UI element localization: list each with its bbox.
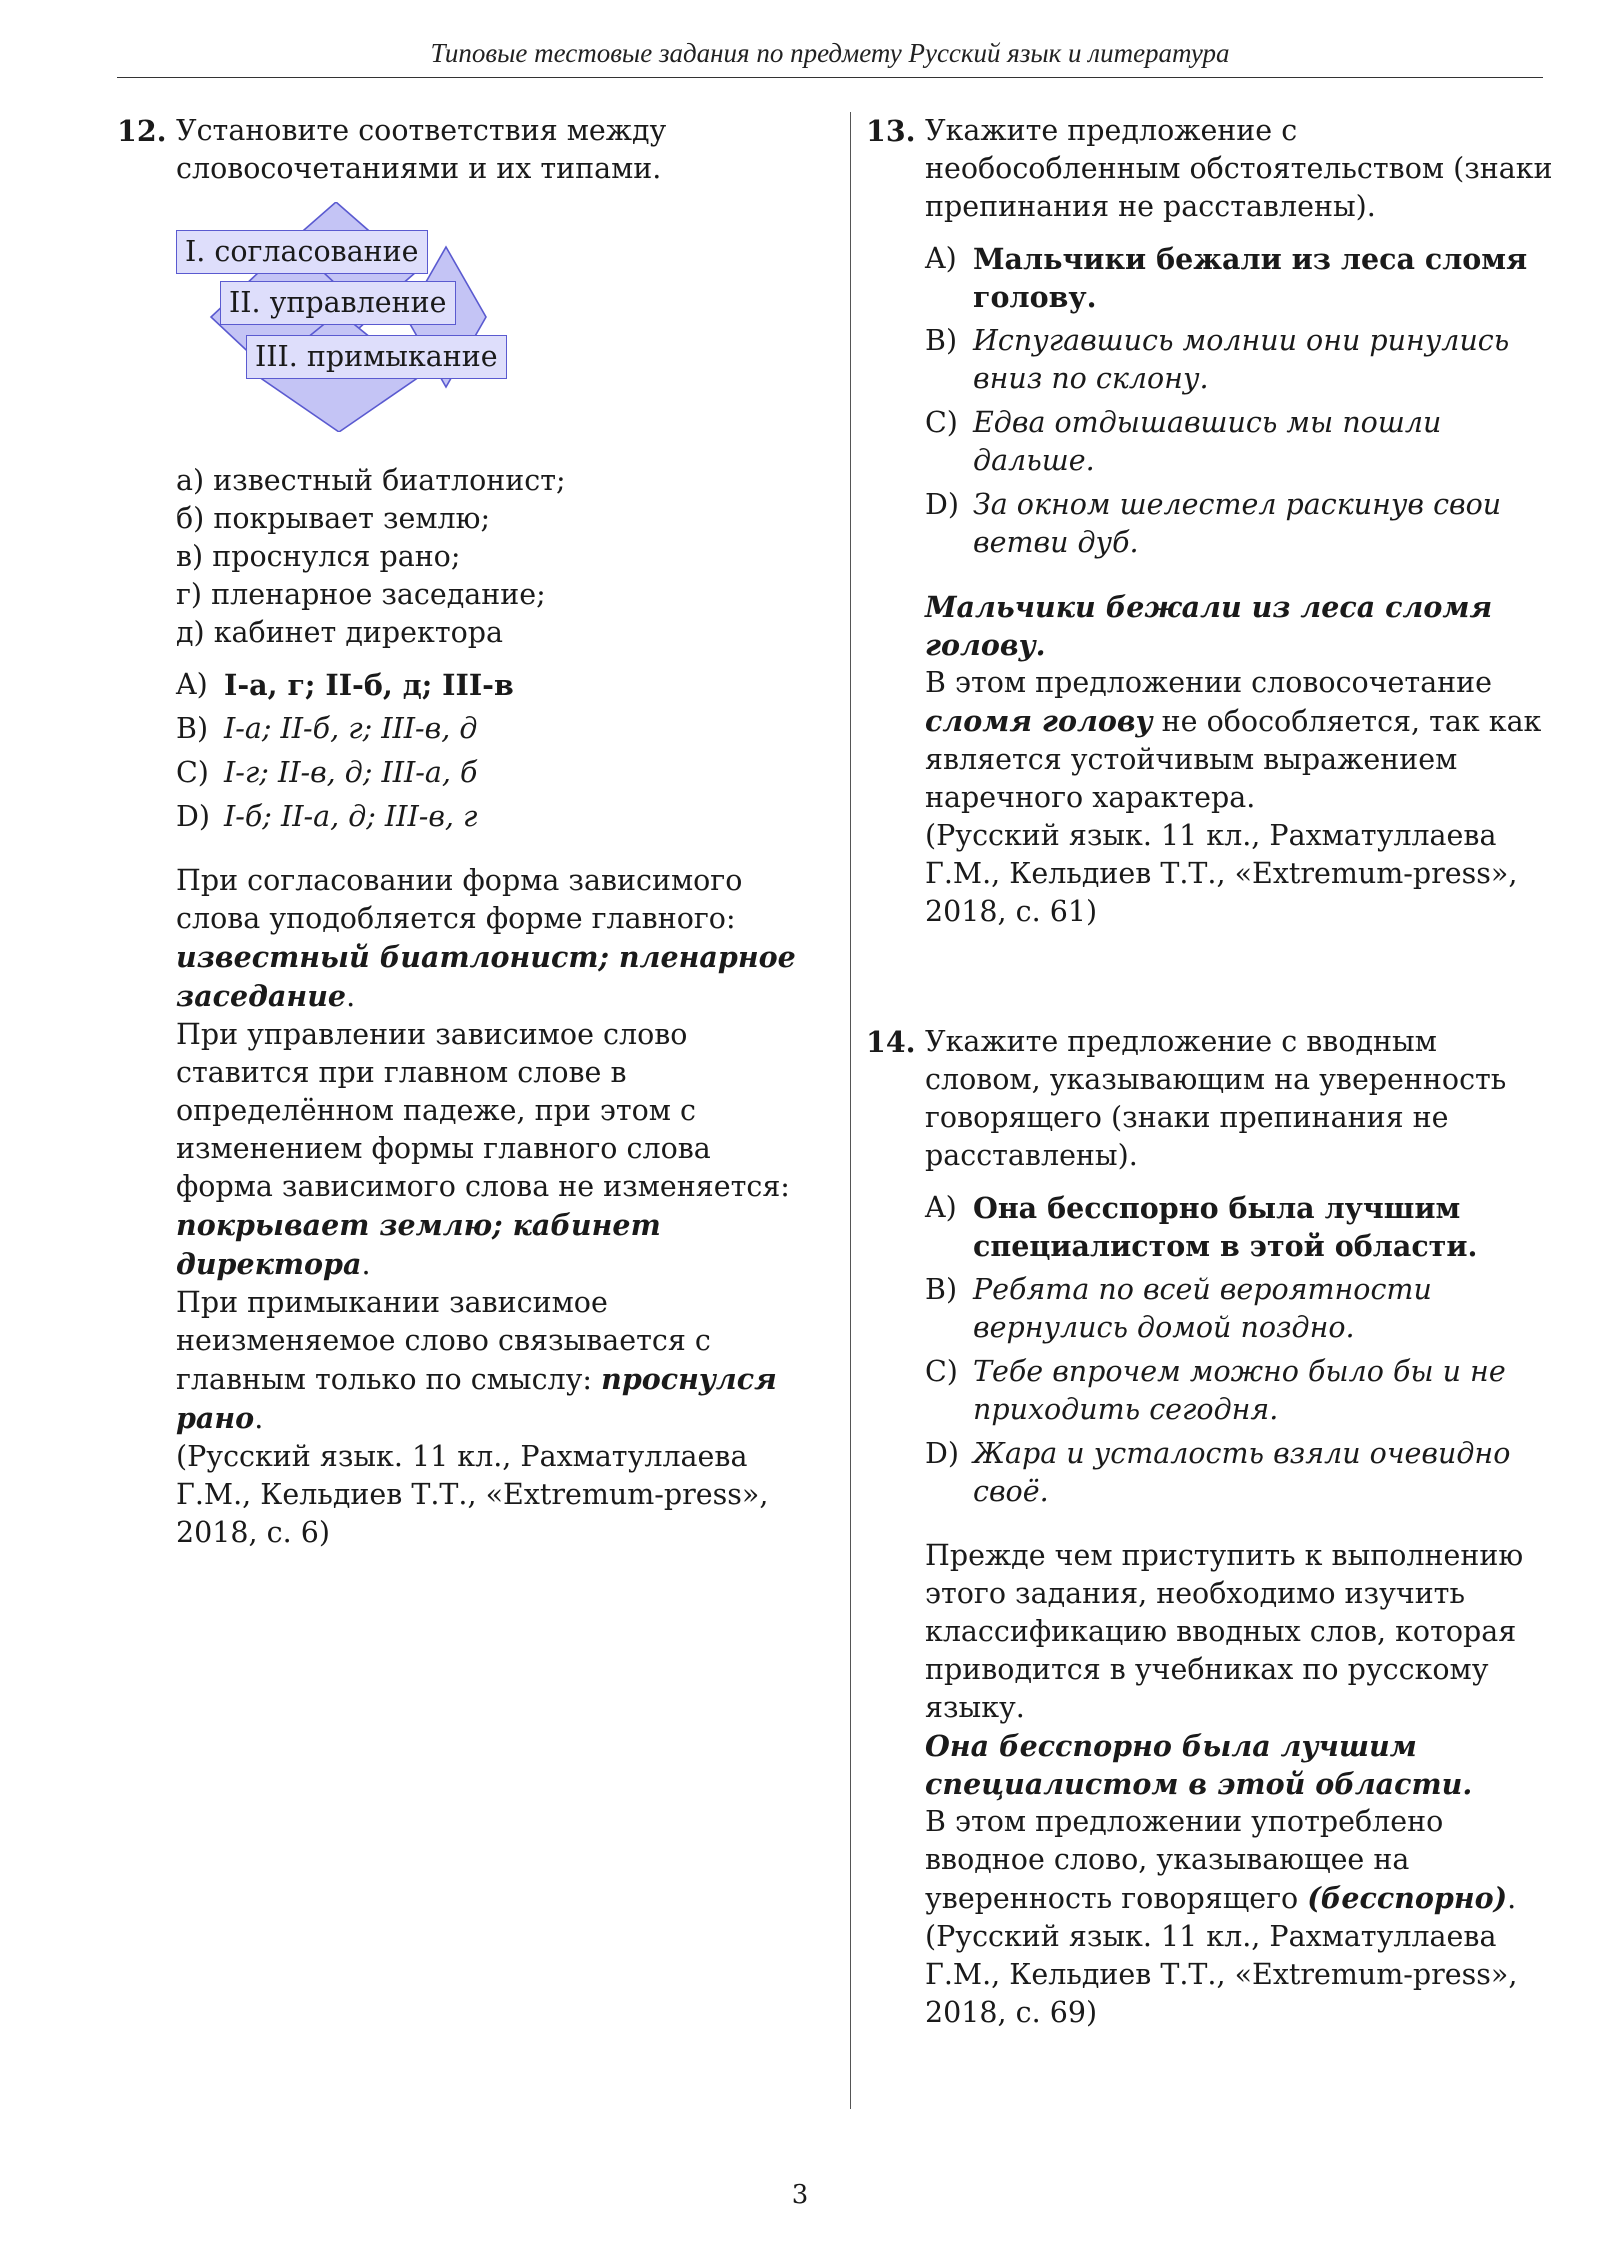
option-c[interactable] xyxy=(176,754,807,792)
example-phrase: сломя голову xyxy=(925,704,1153,738)
option-letter: B) xyxy=(925,1273,958,1306)
explanation xyxy=(925,588,1556,931)
phrase-types-diagram xyxy=(176,202,536,432)
list-item: г) пленарное заседание; xyxy=(176,578,546,611)
answer-options xyxy=(925,1189,1556,1511)
option-text: За окном шелестел раскинув свои ветви дуб. xyxy=(973,488,1502,559)
option-text: I-б; II-а, д; III-в, г xyxy=(224,800,478,833)
phrase-list xyxy=(176,462,807,652)
option-text: Мальчики бежали из леса сломя голову. xyxy=(973,242,1528,314)
explanation-text: В этом предложении словосочетание xyxy=(925,666,1493,699)
option-text: Едва отдышавшись мы пошли дальше. xyxy=(973,406,1442,477)
option-a[interactable] xyxy=(925,240,1556,316)
question-number: 12. xyxy=(117,114,167,148)
page-header: Типовые тестовые задания по предмету Русский язык и литература xyxy=(430,38,1230,68)
question-12 xyxy=(117,112,807,1552)
page-number: 3 xyxy=(791,2180,809,2210)
source-citation: (Русский язык. 11 кл., Рахматуллаева Г.М., Кельдиев Т.Т., «Extremum-press», 2018, с. 61) xyxy=(925,819,1518,928)
list-item: б) покрывает землю; xyxy=(176,502,491,535)
option-c[interactable] xyxy=(925,404,1556,480)
option-text: Она бесспорно была лучшим специалистом в этой области. xyxy=(973,1191,1478,1263)
question-14 xyxy=(866,1023,1556,2032)
example-phrase: (бесспорно) xyxy=(1307,1881,1508,1915)
diagram-label-agreement: I. согласование xyxy=(176,230,428,274)
question-text: Установите соответствия между словосочетаниями и их типами. xyxy=(176,114,667,185)
explanation-text: При управлении зависимое слово ставится при главном слове в определённом падеже, при этом с изменением формы главного слова форма зависимого слова не изменяется: xyxy=(176,1018,790,1203)
option-text: Жара и усталость взяли очевидно своё. xyxy=(973,1437,1511,1508)
question-text: Укажите предложение с необособленным обстоятельством (знаки препинания не расставлены). xyxy=(925,114,1553,223)
explanation-paragraph: Прежде чем приступить к выполнению этого задания, необходимо изучить классификацию вводных слов, которая приводится в учебниках по русскому языку. xyxy=(925,1539,1524,1724)
example-phrase: покрывает землю; кабинет директора xyxy=(176,1208,661,1281)
option-letter: C) xyxy=(925,406,958,439)
explanation-text: В этом предложении употреблено вводное слово, указывающее на уверенность говорящего xyxy=(925,1805,1444,1915)
option-text: Испугавшись молнии они ринулись вниз по склону. xyxy=(973,324,1510,395)
explanation-paragraph: При согласовании форма зависимого слова уподобляется форме главного: известный биатлонист; пленарное заседание. xyxy=(176,864,796,1013)
question-number: 14. xyxy=(866,1025,916,1059)
option-letter: D) xyxy=(925,1437,959,1470)
explanation-text: не обособляется, так как является устойчивым выражением наречного характера. xyxy=(925,705,1542,814)
option-text: Тебе впрочем можно было бы и не приходить сегодня. xyxy=(973,1355,1506,1426)
option-d[interactable] xyxy=(925,486,1556,562)
option-letter: B) xyxy=(176,712,209,745)
explanation-paragraph: При примыкании зависимое неизменяемое слово связывается с главным только по смыслу: проснулся рано. xyxy=(176,1286,777,1435)
option-text: I-а, г; II-б, д; III-в xyxy=(224,668,514,702)
answer-options xyxy=(176,666,807,836)
explanation-paragraph: При управлении зависимое слово ставится при главном слове в определённом падеже, при этом с изменением формы главного слова форма зависимого слова не изменяется: покрывает землю; кабинет директора. xyxy=(176,1018,790,1281)
option-letter: B) xyxy=(925,324,958,357)
list-item: д) кабинет директора xyxy=(176,616,503,649)
header-rule xyxy=(117,77,1543,78)
correct-answer-sentence: Мальчики бежали из леса сломя голову. xyxy=(925,590,1493,662)
example-phrase: проснулся рано xyxy=(176,1362,777,1435)
option-a[interactable] xyxy=(176,666,807,704)
question-text: Укажите предложение с вводным словом, указывающим на уверенность говорящего (знаки препинания не расставлены). xyxy=(925,1025,1507,1172)
option-letter: A) xyxy=(176,668,208,701)
question-13 xyxy=(866,112,1556,931)
source-citation: (Русский язык. 11 кл., Рахматуллаева Г.М., Кельдиев Т.Т., «Extremum-press», 2018, с. 6) xyxy=(176,1440,769,1549)
list-item: в) проснулся рано; xyxy=(176,540,461,573)
example-phrase: известный биатлонист; пленарное заседание xyxy=(176,940,796,1013)
option-d[interactable] xyxy=(176,798,807,836)
option-letter: A) xyxy=(925,1191,957,1224)
option-c[interactable] xyxy=(925,1353,1556,1429)
option-letter: A) xyxy=(925,242,957,275)
answer-options xyxy=(925,240,1556,562)
option-letter: D) xyxy=(176,800,210,833)
option-text: I-г; II-в, д; III-а, б xyxy=(224,756,478,789)
option-text: Ребята по всей вероятности вернулись домой поздно. xyxy=(973,1273,1432,1344)
diagram-label-government: II. управление xyxy=(220,281,456,325)
question-number: 13. xyxy=(866,114,916,148)
option-letter: C) xyxy=(176,756,209,789)
option-letter: C) xyxy=(925,1355,958,1388)
option-b[interactable] xyxy=(925,1271,1556,1347)
explanation-paragraph xyxy=(925,664,1556,817)
explanation xyxy=(925,1537,1556,2032)
diagram-label-adjunction: III. примыкание xyxy=(246,335,507,379)
correct-answer-sentence: Она бесспорно была лучшим специалистом в этой области. xyxy=(925,1729,1473,1801)
option-text: I-а; II-б, г; III-в, д xyxy=(224,712,478,745)
explanation-text: При согласовании форма зависимого слова уподобляется форме главного: xyxy=(176,864,743,935)
source-citation: (Русский язык. 11 кл., Рахматуллаева Г.М., Кельдиев Т.Т., «Extremum-press», 2018, с. 69) xyxy=(925,1920,1518,2029)
explanation-text: При примыкании зависимое неизменяемое слово связывается с главным только по смыслу: xyxy=(176,1286,711,1396)
option-letter: D) xyxy=(925,488,959,521)
option-a[interactable] xyxy=(925,1189,1556,1265)
option-b[interactable] xyxy=(176,710,807,748)
explanation-paragraph: В этом предложении употреблено вводное слово, указывающее на уверенность говорящего (бесспорно). xyxy=(925,1805,1517,1915)
option-d[interactable] xyxy=(925,1435,1556,1511)
list-item: а) известный биатлонист; xyxy=(176,464,566,497)
explanation xyxy=(176,862,807,1552)
option-b[interactable] xyxy=(925,322,1556,398)
column-divider xyxy=(850,112,851,2109)
